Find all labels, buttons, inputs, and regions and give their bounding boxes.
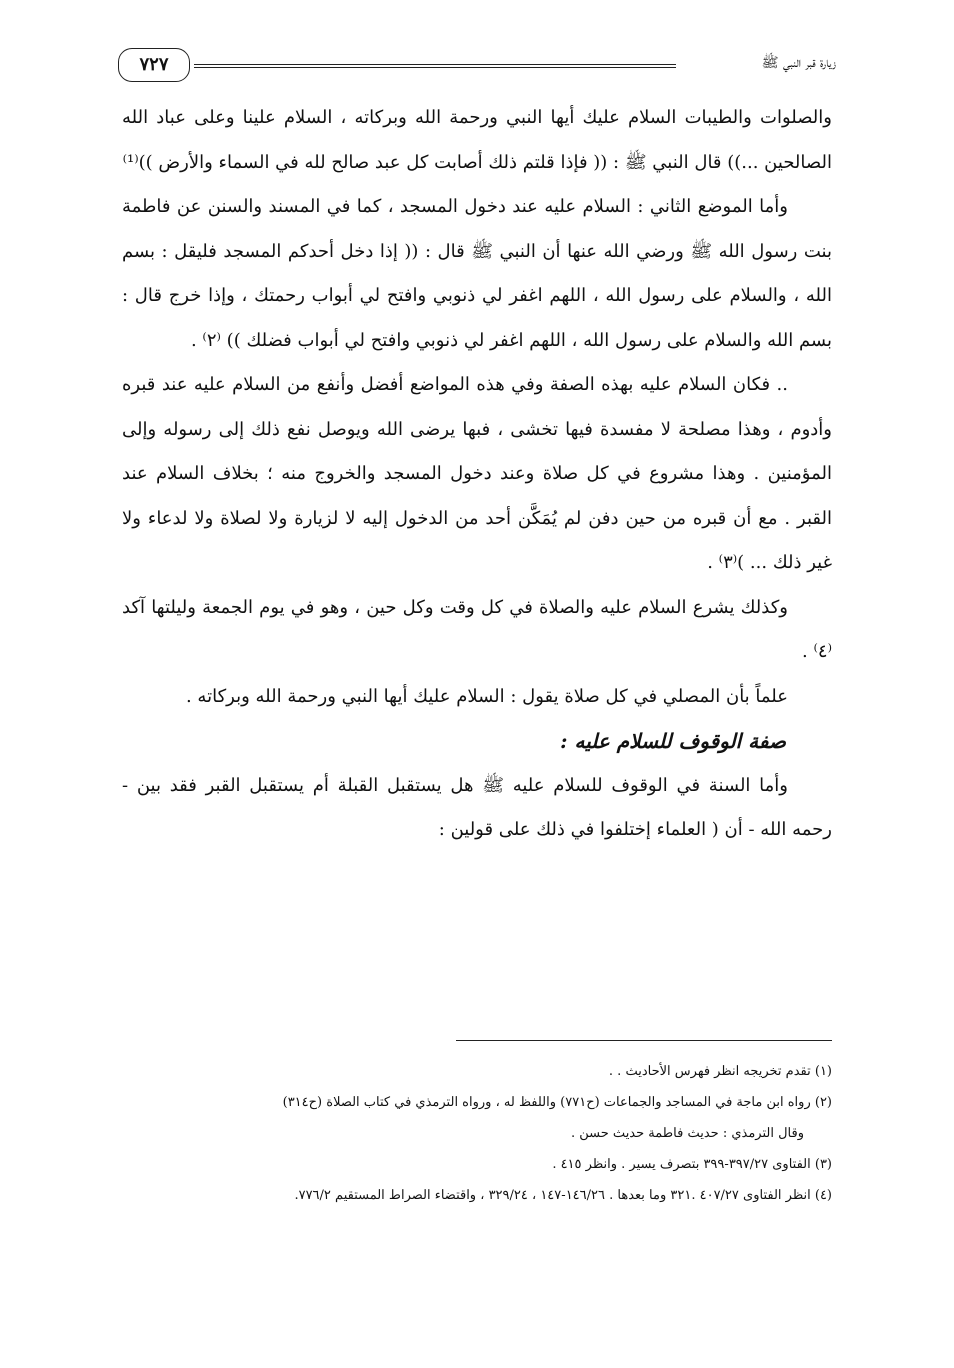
paragraph-5: علماً بأن المصلي في كل صلاة يقول : السلام عليك أيها النبي ورحمة الله وبركاته . bbox=[185, 685, 788, 707]
running-title: زيارة قبر النبي ﷺ bbox=[761, 55, 836, 71]
page-number: ٧٢٧ bbox=[118, 48, 190, 82]
header-rule bbox=[194, 64, 676, 68]
footnote-1: (١) تقدم تخريجه انظر فهرس الأحاديث . . bbox=[608, 1064, 832, 1079]
footnote-4: (٤) انظر الفتاوى ٤٠٧/٢٧ .٣٢١ وما بعدها . ١٤٦/٢٦-١٤٧ ، ٣٢٩/٢٤ ، واقتضاء الصراط المستقيم ٧٧٦/٢. bbox=[294, 1188, 832, 1203]
page-header bbox=[118, 48, 836, 90]
paragraph-2: وأما الموضع الثاني : السلام عليه عند دخول المسجد ، كما في المسند والسنن عن فاطمة بنت رسول الله ﷺ ورضي الله عنها أن النبي ﷺ قال : (( إذا دخل أحدكم المسجد فليقل : بسم الله ، والسلام على رسول الله ، اللهم اغفر لي ذنوبي وافتح لي أبواب رحمتك ، وإذا خرج قال : بسم الله والسلام على رسول الله ، اللهم اغفر لي ذنوبي وافتح لي أبواب فضلك )) ⁽٢⁾ . bbox=[122, 196, 832, 351]
section-heading: صفة الوقوف للسلام عليه : bbox=[560, 729, 786, 753]
paragraph-1: والصلوات والطيبات السلام عليك أيها النبي ورحمة الله وبركاته ، السلام علينا وعلى عباد الله الصالحين ...)) قال النبي ﷺ : (( فإذا قلتم ذلك أصابت كل عبد صالح لله في السماء والأرض ))⁽¹⁾ bbox=[122, 107, 832, 173]
footnote-3: (٣) الفتاوى ٣٩٧/٢٧-٣٩٩ بتصرف يسير . وانظر ٤١٥ . bbox=[552, 1157, 832, 1172]
paragraph-4: وكذلك يشرع السلام عليه والصلاة في كل وقت وكل حين ، وهو في يوم الجمعة وليلتها آكد ⁽٤⁾ . bbox=[122, 596, 832, 662]
footnote-2: (٢) رواه ابن ماجة في المساجد والجماعات (ح٧٧١) واللفظ له ، ورواه الترمذي في كتاب الصلاة (ح٣١٤) bbox=[282, 1095, 832, 1110]
footnote-separator bbox=[456, 1040, 832, 1041]
footnotes bbox=[122, 1056, 832, 1211]
closing-paragraph: وأما السنة في الوقوف للسلام عليه ﷺ هل يستقبل القبلة أم يستقبل القبر فقد بين - رحمه الله - أن ( العلماء إختلفوا في ذلك على قولين : bbox=[122, 774, 832, 840]
paragraph-3: .. فكان السلام عليه بهذه الصفة وفي هذه المواضع أفضل وأنفع من السلام عليه عند قبره وأدوم ، وهذا مصلحة لا مفسدة فيها تخشى ، فبها يرضى الله ويوصل نفع ذلك إلى رسوله وإلى المؤمنين . وهذا مشروع في كل صلاة وعند دخول المسجد والخروج منه ؛ بخلاف السلام عند القبر . مع أن قبره من حين دفن لم يُمَكَّن أحد من الدخول إليه لا لزيارة ولا لصلاة ولا لدعاء ولا غير ذلك ... )⁽٣⁾ . bbox=[122, 374, 832, 573]
footnote-2-continued: وقال الترمذي : حديث فاطمة حديث حسن . bbox=[571, 1126, 804, 1141]
body-text bbox=[122, 96, 832, 853]
